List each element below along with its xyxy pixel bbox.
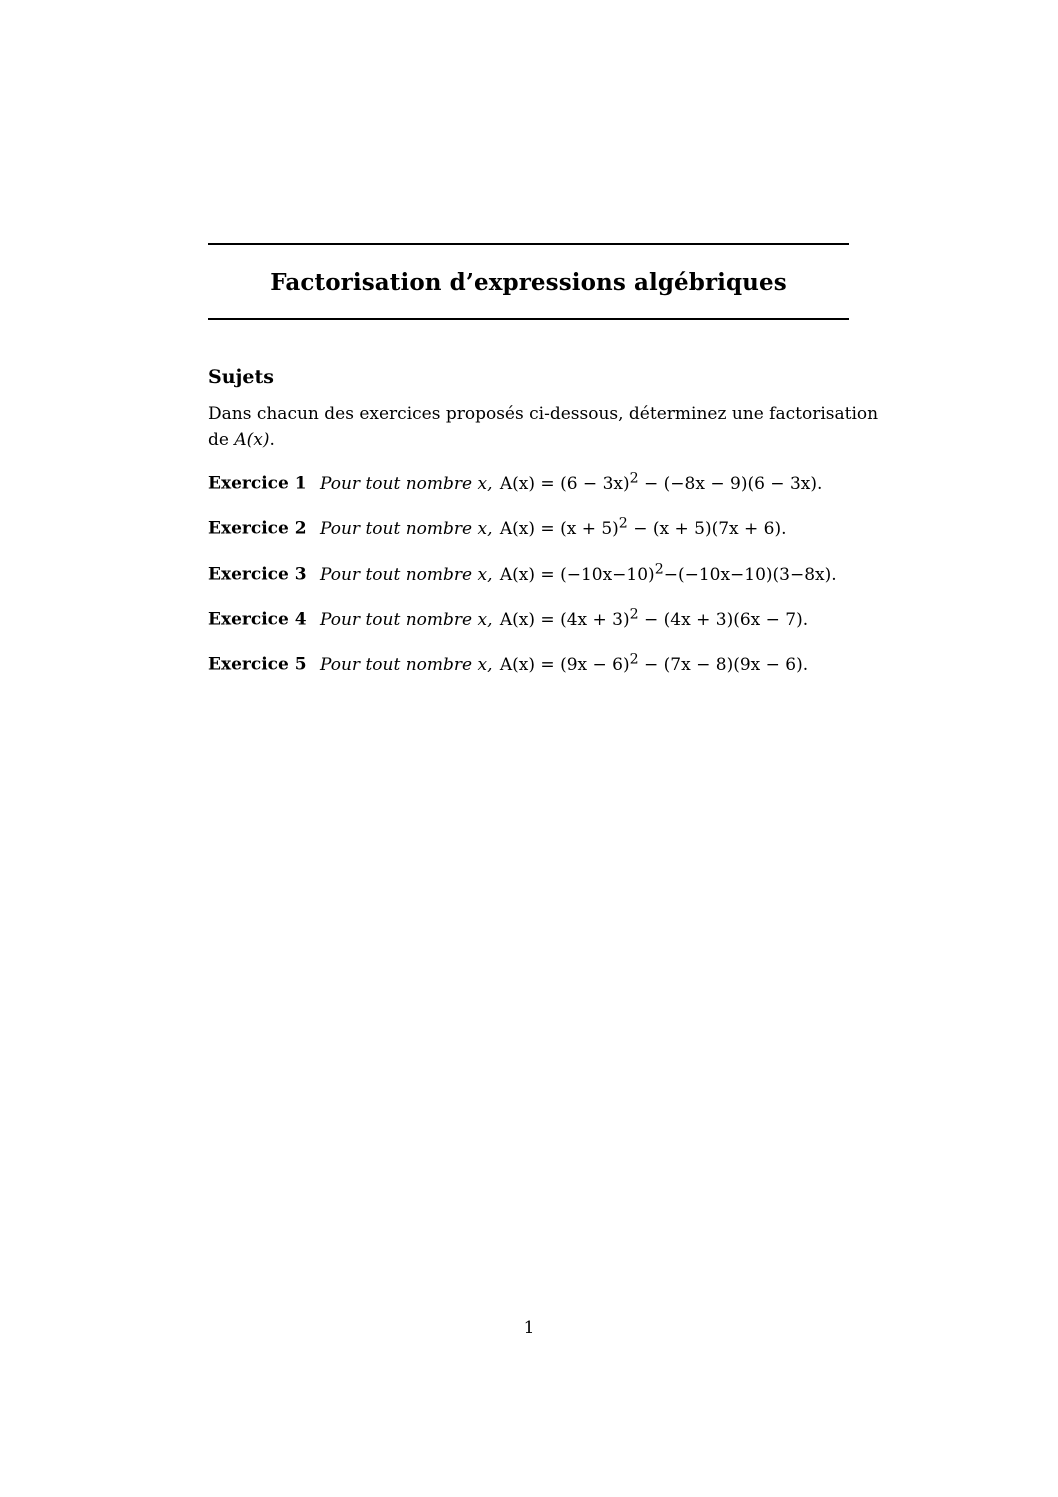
page-number: 1	[523, 1318, 535, 1338]
formula-part-c: − (7x − 8)(9x − 6).	[638, 654, 809, 675]
formula-part-a: A(x) = (x + 5)	[499, 518, 619, 539]
exercise-statement: Pour tout nombre x,	[320, 473, 493, 494]
formula-part-a: A(x) = (6 − 3x)	[499, 473, 630, 494]
intro-line-2-prefix: de	[208, 430, 235, 450]
title-bottom-rule	[208, 318, 849, 320]
formula-part-c: − (x + 5)(7x + 6).	[627, 518, 787, 539]
formula-exponent: 2	[629, 651, 639, 667]
exercise-formula	[499, 651, 809, 675]
exercise-2	[208, 510, 787, 542]
formula-exponent: 2	[629, 470, 639, 486]
exercise-5	[208, 646, 808, 678]
formula-part-c: − (4x + 3)(6x − 7).	[638, 609, 809, 630]
formula-exponent: 2	[629, 606, 639, 622]
formula-exponent: 2	[618, 515, 628, 531]
exercise-formula	[499, 606, 809, 630]
exercise-4	[208, 601, 808, 633]
formula-part-a: A(x) = (−10x−10)	[499, 564, 655, 585]
intro-line-2	[208, 427, 868, 453]
exercise-3	[208, 556, 837, 588]
exercise-formula	[499, 515, 787, 539]
formula-part-c: − (−8x − 9)(6 − 3x).	[638, 473, 823, 494]
formula-part-c: −(−10x−10)(3−8x).	[663, 564, 837, 585]
intro-line-2-suffix: .	[269, 430, 275, 450]
intro-line-1: Dans chacun des exercices proposés ci-dessous, déterminez une factorisation	[208, 404, 879, 424]
title-top-rule	[208, 243, 849, 245]
document-title: Factorisation d’expressions algébriques	[270, 269, 787, 296]
exercise-formula	[499, 470, 823, 494]
exercise-1	[208, 465, 822, 497]
exercise-label: Exercice 5	[208, 654, 307, 675]
exercise-statement: Pour tout nombre x,	[320, 654, 493, 675]
intro-line-2-math: A(x)	[234, 430, 270, 450]
exercise-statement: Pour tout nombre x,	[320, 564, 493, 585]
exercise-statement: Pour tout nombre x,	[320, 518, 493, 539]
formula-exponent: 2	[654, 561, 664, 577]
exercise-label: Exercice 1	[208, 473, 307, 494]
formula-part-a: A(x) = (4x + 3)	[499, 609, 630, 630]
formula-part-a: A(x) = (9x − 6)	[499, 654, 630, 675]
exercise-formula	[499, 561, 837, 585]
section-heading: Sujets	[208, 366, 274, 388]
exercise-label: Exercice 4	[208, 609, 307, 630]
intro-paragraph	[208, 401, 879, 453]
exercise-label: Exercice 3	[208, 564, 307, 585]
exercise-statement: Pour tout nombre x,	[320, 609, 493, 630]
exercise-label: Exercice 2	[208, 518, 307, 539]
